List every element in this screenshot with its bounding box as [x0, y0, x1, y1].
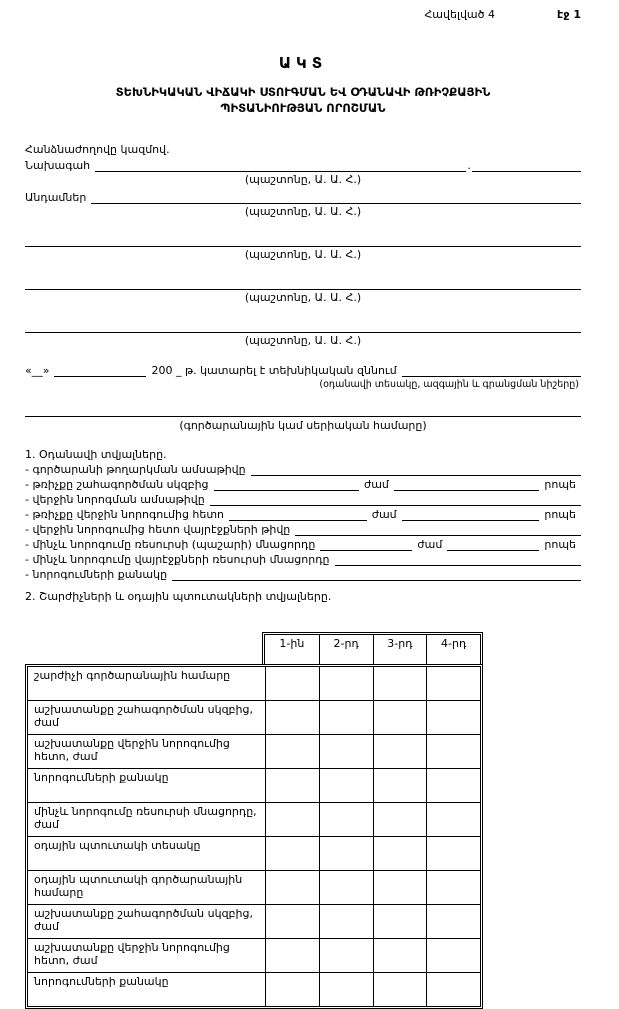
aircraft-data-item [25, 461, 581, 476]
item-blank-line [172, 580, 581, 581]
position-hint: (պաշտոնը, Ա. Ա. Հ.) [244, 248, 362, 261]
row-label: աշխատանքը շահագործման սկզբից, ժամ [34, 703, 253, 729]
table-cell [319, 973, 373, 1006]
serial-number-blank-line [25, 403, 581, 417]
table-cell [319, 939, 373, 972]
table-cell [265, 973, 319, 1006]
table-cell [319, 735, 373, 768]
item-blank-line [251, 475, 581, 476]
hours-blank-line [214, 490, 359, 491]
aircraft-data-item [25, 521, 581, 536]
table-cell [265, 803, 319, 836]
table-cell [426, 939, 480, 972]
subtitle-line-1: ՏԵԽՆԻԿԱԿԱՆ ՎԻՃԱԿԻ ՍՏՈՒԳՄԱՆ ԵՎ ՕԴԱՆԱՎԻ ԹՌԻՉՔԱՅԻՆ [115, 85, 491, 99]
table-cell [373, 939, 427, 972]
minutes-blank-line [394, 490, 539, 491]
row-label: շարժիչի գործարանային համարը [34, 669, 231, 682]
date-day-blank: «__» [25, 364, 50, 377]
table-cell [373, 803, 427, 836]
table-cell [373, 701, 427, 734]
table-cell [426, 667, 480, 700]
item-label: - թռիչքը վերջին նորոգումից հետո [25, 508, 225, 521]
row-label: աշխատանքը վերջին նորոգումից հետո, ժամ [34, 737, 230, 763]
table-cell [373, 837, 427, 870]
item-blank-line [210, 505, 581, 506]
appendix-label: Հավելված 4 [424, 8, 495, 21]
item-label: - թռիչքը շահագործման սկզբից [25, 478, 209, 491]
chairman-blank-line-2 [472, 171, 581, 172]
table-cell [319, 871, 373, 904]
table-cell [426, 905, 480, 938]
table-cell [373, 735, 427, 768]
item-blank-line [335, 565, 582, 566]
table-cell [265, 735, 319, 768]
table-cell [426, 701, 480, 734]
table-cell [265, 701, 319, 734]
table-row [28, 734, 480, 768]
table-cell [265, 939, 319, 972]
chairman-line-dot: . [467, 159, 471, 172]
member-signature-line [25, 276, 581, 290]
table-cell [265, 905, 319, 938]
table-row [28, 768, 480, 802]
minutes-unit-label: րոպե [544, 478, 577, 491]
minutes-unit-label: րոպե [544, 508, 576, 521]
table-cell [426, 735, 480, 768]
table-cell [373, 973, 427, 1006]
row-label: աշխատանքը վերջին նորոգումից հետո, ժամ [34, 941, 230, 967]
serial-number-hint: (գործարանային կամ սերիական համարը) [179, 419, 427, 432]
table-cell [426, 837, 480, 870]
aircraft-data-item [25, 476, 581, 491]
position-hint: (պաշտոնը, Ա. Ա. Հ.) [244, 173, 362, 186]
inspection-statement: 200 _ թ. կատարել է տեխնիկական զննում [151, 364, 397, 377]
column-header: 1-ին [279, 637, 305, 650]
table-cell [265, 871, 319, 904]
row-label: աշխատանքը շահագործման սկզբից, ժամ [34, 907, 253, 933]
page-number: էջ 1 [557, 8, 581, 21]
table-row [28, 802, 480, 836]
table-cell [319, 803, 373, 836]
members-line [25, 189, 581, 204]
document-subtitle [25, 84, 581, 116]
row-label: օդային պտուտակի գործարանային համարը [34, 873, 243, 899]
table-row [28, 870, 480, 904]
table-cell [319, 769, 373, 802]
position-hint: (պաշտոնը, Ա. Ա. Հ.) [244, 205, 362, 218]
member-signature-line [25, 319, 581, 333]
position-hint: (պաշտոնը, Ա. Ա. Հ.) [244, 291, 362, 304]
date-month-blank-line [54, 376, 146, 377]
table-cell [373, 769, 427, 802]
item-label: - վերջին նորոգման ամսաթիվը [25, 493, 205, 506]
table-header-row [262, 632, 483, 664]
table-row [28, 972, 480, 1006]
engines-table [25, 632, 581, 1009]
column-header: 4-րդ [426, 635, 480, 664]
hours-unit-label: ժամ [363, 478, 389, 491]
aircraft-data-item [25, 491, 581, 506]
section1-title: 1. Օդանավի տվյալները. [25, 448, 167, 461]
members-blank-line [91, 203, 581, 204]
inspection-date-line [25, 362, 581, 377]
table-cell [426, 769, 480, 802]
chairman-line [25, 157, 581, 172]
hours-blank-line [229, 520, 367, 521]
hours-unit-label: ժամ [371, 508, 397, 521]
chairman-blank-line [95, 171, 466, 172]
table-cell [373, 905, 427, 938]
column-header: 2-րդ [319, 635, 373, 664]
table-cell [265, 667, 319, 700]
table-cell [265, 837, 319, 870]
table-cell [373, 667, 427, 700]
table-row [28, 667, 480, 700]
table-cell [319, 701, 373, 734]
table-cell [319, 837, 373, 870]
member-signature-line [25, 233, 581, 247]
section2-title: 2. Շարժիչների և օդային պտուտակների տվյալները. [25, 590, 332, 603]
table-row [28, 904, 480, 938]
table-body [25, 664, 483, 1009]
minutes-blank-line [402, 520, 540, 521]
item-label: - գործարանի թողարկման ամսաթիվը [25, 463, 246, 476]
table-row [28, 938, 480, 972]
members-label: Անդամներ [25, 191, 87, 204]
row-label: նորոգումների քանակը [34, 771, 169, 784]
aircraft-data-item [25, 536, 581, 551]
table-cell [426, 973, 480, 1006]
minutes-unit-label: րոպե [544, 538, 577, 551]
table-cell [319, 667, 373, 700]
commission-intro: Հանձնաժողովը կազմով. [25, 143, 170, 156]
aircraft-type-hint: (օդանավի տեսակը, ազգային և գրանցման նիշերը) [319, 379, 579, 390]
item-label: - մինչև նորոգումը վայրէջքների ռեսուրսի մնացորդը [25, 553, 330, 566]
subtitle-line-2: ՊԻՏԱՆԻՈՒԹՅԱՆ ՈՐՈՇՄԱՆ [220, 101, 386, 115]
minutes-blank-line [447, 550, 539, 551]
item-label: - վերջին նորոգումից հետո վայրէջքների թիվը [25, 523, 291, 536]
row-label: մինչև նորոգումը ռեսուրսի մնացորդը, ժամ [34, 805, 257, 831]
row-label: նորոգումների քանակը [34, 975, 169, 988]
hours-unit-label: ժամ [417, 538, 443, 551]
hours-blank-line [320, 550, 412, 551]
column-header: 3-րդ [373, 635, 427, 664]
row-label: օդային պտուտակի տեսակը [34, 839, 201, 852]
chairman-label: Նախագահ [25, 159, 91, 172]
table-cell [319, 905, 373, 938]
table-cell [426, 803, 480, 836]
table-cell [265, 769, 319, 802]
page-header [25, 8, 581, 21]
table-row [28, 700, 480, 734]
table-cell [426, 871, 480, 904]
item-label: - նորոգումների քանակը [25, 568, 168, 581]
item-label: - մինչև նորոգումը ռեսուրսի (պաշարի) մնացորդը [25, 538, 316, 551]
aircraft-data-item [25, 566, 581, 581]
table-row [28, 836, 480, 870]
document-title: ԱԿՏ [278, 54, 328, 72]
aircraft-data-item [25, 506, 581, 521]
position-hint: (պաշտոնը, Ա. Ա. Հ.) [244, 334, 362, 347]
aircraft-data-item [25, 551, 581, 566]
item-blank-line [295, 535, 581, 536]
table-cell [373, 871, 427, 904]
aircraft-blank-line [402, 376, 581, 377]
